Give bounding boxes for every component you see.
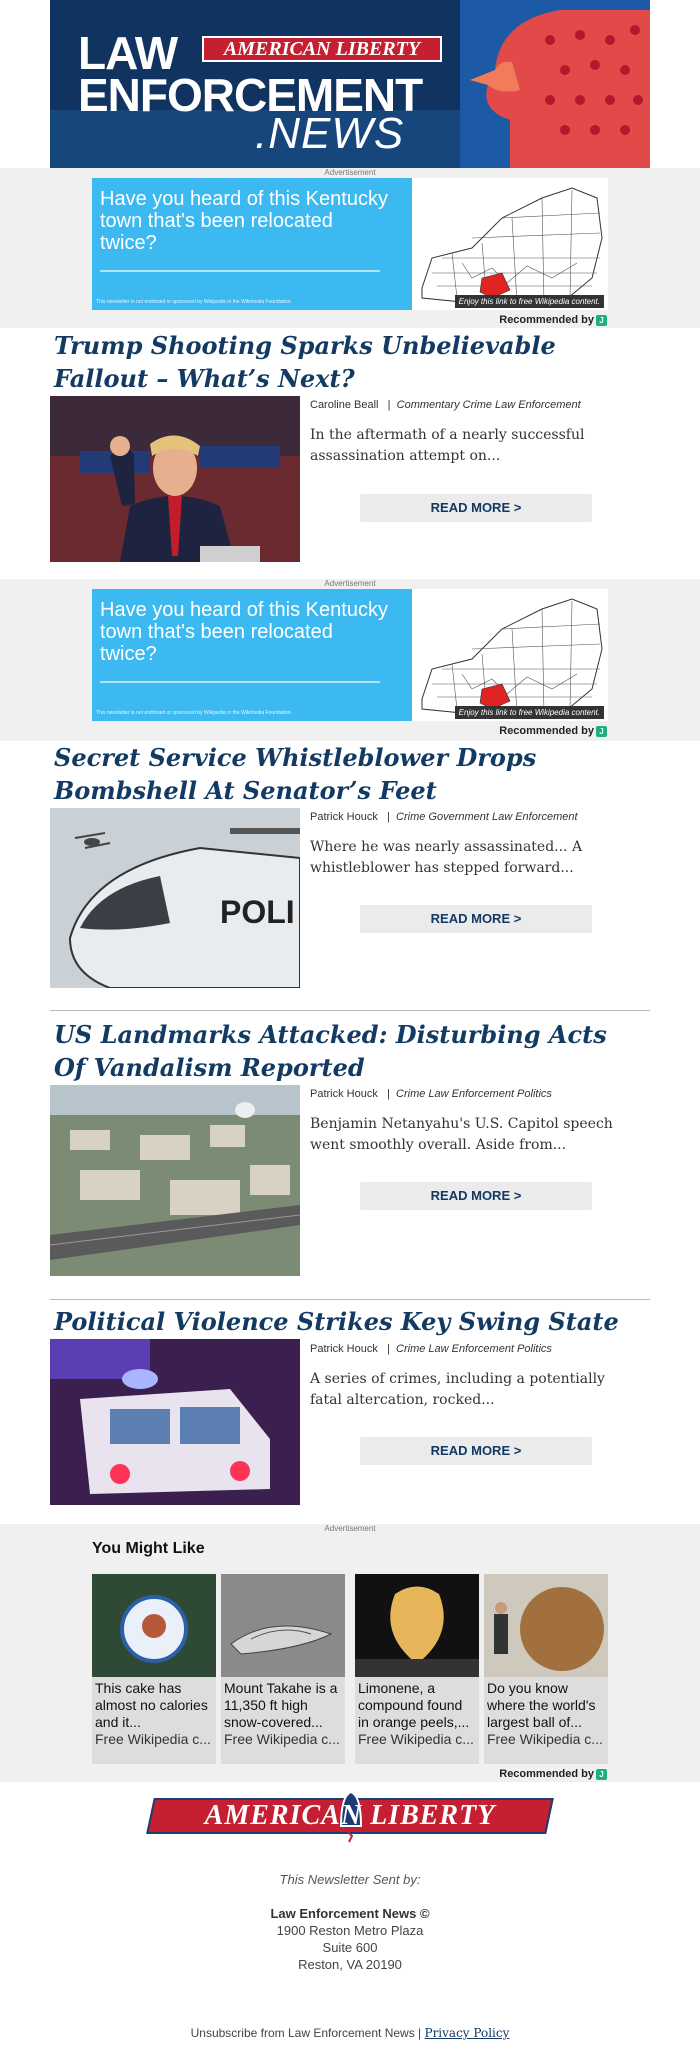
kentucky-map — [412, 589, 608, 721]
read-more-button[interactable]: READ MORE > — [360, 1182, 592, 1210]
article-1-summary: In the aftermath of a nearly successful assassination attempt on... — [310, 427, 585, 464]
card-caption: Do you know where the world's largest ball of... — [487, 1680, 596, 1730]
header-title-news: .NEWS — [255, 109, 405, 158]
article-author: Patrick Houck — [310, 811, 378, 823]
card-source: Free Wikipedia c... — [487, 1731, 603, 1747]
article-3-summary: Benjamin Netanyahu's U.S. Capitol speech went smoothly overall. Aside from... — [310, 1116, 613, 1153]
american-liberty-badge: AMERICAN LIBERTY — [202, 36, 442, 62]
recommended-by[interactable] — [499, 1768, 607, 1780]
recommended-by[interactable] — [499, 314, 607, 326]
sent-by-label: This Newsletter Sent by: — [279, 1872, 421, 1887]
card-caption: This cake has almost no calories and it... — [95, 1680, 208, 1730]
unsubscribe-link[interactable]: Unsubscribe from Law Enforcement News | — [190, 2026, 422, 2040]
read-more-button[interactable]: READ MORE > — [360, 494, 592, 522]
ad-underline — [100, 681, 380, 683]
ad-label: Advertisement — [324, 168, 376, 177]
ad-banner-1 — [0, 168, 700, 328]
article-2-meta — [310, 811, 578, 823]
card-image-mountain — [221, 1574, 345, 1677]
article-categories: Commentary Crime Law Enforcement — [396, 399, 581, 411]
article-4-meta — [310, 1343, 552, 1355]
recommendation-card[interactable] — [355, 1574, 479, 1764]
card-source: Free Wikipedia c... — [358, 1731, 474, 1747]
read-more-button[interactable]: READ MORE > — [360, 1437, 592, 1465]
ad-caption: Enjoy this link to free Wikipedia content. — [455, 295, 604, 308]
recommendation-card[interactable] — [92, 1574, 216, 1764]
article-author: Patrick Houck — [310, 1088, 378, 1100]
article-1-title[interactable]: Trump Shooting Sparks Unbelievable Fallout – What’s Next? — [54, 331, 556, 393]
article-3-meta — [310, 1088, 552, 1100]
card-caption: Mount Takahe is a 11,350 ft high snow-covered... — [224, 1680, 338, 1730]
card-image-cake — [92, 1574, 216, 1677]
recommendation-card[interactable] — [221, 1574, 345, 1764]
ad-headline: Have you heard of this Kentucky town that's been relocated twice? — [100, 599, 388, 665]
recommended-by-label: Recommended by — [499, 314, 594, 326]
recommendation-card[interactable] — [484, 1574, 608, 1764]
footer-address-line2: Suite 600 — [322, 1940, 378, 1955]
ad-banner-2 — [0, 579, 700, 741]
ad-disclaimer: This newsletter is not endorsed or sponsored by Wikipedia or the Wikimedia Foundation. — [96, 299, 292, 305]
card-source: Free Wikipedia c... — [224, 1731, 340, 1747]
card-image-limonene — [355, 1574, 479, 1677]
card-source: Free Wikipedia c... — [95, 1731, 211, 1747]
header-title-enforcement: ENFORCEMENT — [78, 69, 423, 121]
article-1-meta — [310, 399, 581, 411]
article-categories: Crime Government Law Enforcement — [396, 811, 578, 823]
meta-separator: | — [387, 1088, 390, 1100]
jeeng-icon: J — [596, 1769, 607, 1780]
uncle-sam-flag-graphic — [440, 0, 650, 168]
article-2-title[interactable]: Secret Service Whistleblower Drops Bombshell At Senator’s Feet — [54, 743, 537, 805]
read-more-button[interactable]: READ MORE > — [360, 905, 592, 933]
article-1-image[interactable] — [50, 396, 300, 562]
article-2-image[interactable] — [50, 808, 300, 988]
ad-wikipedia-kentucky[interactable] — [92, 589, 608, 721]
recommended-by[interactable] — [499, 725, 607, 737]
article-4-summary: A series of crimes, including a potentially fatal altercation, rocked... — [310, 1371, 605, 1408]
ad-label: Advertisement — [324, 1524, 376, 1533]
you-might-like-title: You Might Like — [92, 1540, 205, 1557]
footer-org: Law Enforcement News © — [270, 1906, 430, 1921]
recommended-by-label: Recommended by — [499, 725, 594, 737]
svg-text:POLI: POLI — [220, 894, 295, 930]
footer-address-line1: 1900 Reston Metro Plaza — [276, 1923, 424, 1938]
you-might-like-section — [0, 1524, 700, 1782]
ad-headline: Have you heard of this Kentucky town that's been relocated twice? — [100, 188, 388, 254]
recommended-by-label: Recommended by — [499, 1768, 594, 1780]
article-4-title[interactable]: Political Violence Strikes Key Swing State — [54, 1307, 619, 1336]
footer-links — [0, 2026, 700, 2040]
article-author: Patrick Houck — [310, 1343, 378, 1355]
ad-caption: Enjoy this link to free Wikipedia content. — [455, 706, 604, 719]
article-2-summary: Where he was nearly assassinated... A whistleblower has stepped forward... — [310, 839, 583, 876]
article-categories: Crime Law Enforcement Politics — [396, 1343, 552, 1355]
meta-separator: | — [387, 811, 390, 823]
article-3-image[interactable] — [50, 1085, 300, 1276]
jeeng-icon: J — [596, 726, 607, 737]
kentucky-map — [412, 178, 608, 310]
article-4-image[interactable] — [50, 1339, 300, 1505]
article-categories: Crime Law Enforcement Politics — [396, 1088, 552, 1100]
header-title-law: LAW — [78, 27, 178, 79]
ad-label: Advertisement — [324, 579, 376, 588]
section-divider — [50, 1299, 650, 1300]
privacy-policy-link[interactable]: Privacy Policy — [424, 2026, 510, 2040]
card-caption: Limonene, a compound found in orange peels,... — [358, 1680, 470, 1730]
meta-separator: | — [387, 1343, 390, 1355]
american-liberty-logo[interactable] — [150, 1790, 550, 1842]
logo-text: AMERICAN LIBERTY — [204, 1800, 496, 1831]
article-author: Caroline Beall — [310, 399, 379, 411]
ad-disclaimer: This newsletter is not endorsed or sponsored by Wikipedia or the Wikimedia Foundation. — [96, 710, 292, 716]
jeeng-icon: J — [596, 315, 607, 326]
ad-underline — [100, 270, 380, 272]
ad-wikipedia-kentucky[interactable] — [92, 178, 608, 310]
section-divider — [50, 1010, 650, 1011]
header-banner[interactable] — [50, 0, 650, 168]
footer-address-line3: Reston, VA 20190 — [298, 1957, 402, 1972]
card-image-ball — [484, 1574, 608, 1677]
meta-separator: | — [387, 399, 391, 411]
article-3-title[interactable]: US Landmarks Attacked: Disturbing Acts Of Vandalism Reported — [54, 1020, 607, 1082]
